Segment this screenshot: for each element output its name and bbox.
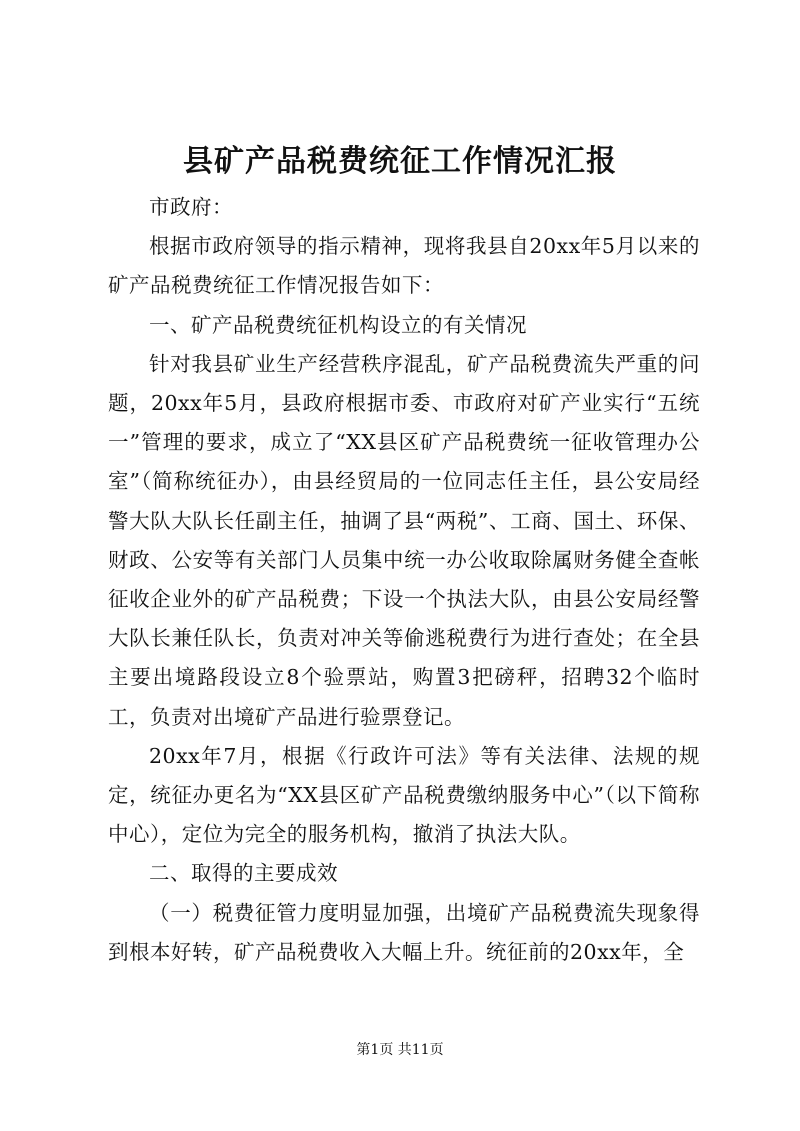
section-heading-1: 一、矿产品税费统征机构设立的有关情况 [149,312,527,337]
document-body [108,188,700,972]
body-paragraph: 20xx年7月，根据《行政许可法》等有关法律、法规的规定，统征办更名为“XX县区矿产品税费缴纳服务中心”（以下简称中心），定位为完全的服务机构，撤消了执法大队。 [108,743,700,847]
document-title: 县矿产品税费统征工作情况汇报 [183,144,617,179]
section-heading-2: 二、取得的主要成效 [149,861,338,886]
intro-paragraph: 根据市政府领导的指示精神，现将我县自20xx年5月以来的矿产品税费统征工作情况报告如下： [108,234,700,298]
page-number-footer: 第1页 共11页 [356,1042,444,1058]
body-paragraph: 针对我县矿业生产经营秩序混乱，矿产品税费流失严重的问题，20xx年5月，县政府根据市委、市政府对矿产业实行“五统一”管理的要求，成立了“XX县区矿产品税费统一征收管理办公室”（简称统征办），由县经贸局的一位同志任主任，县公安局经警大队大队长任副主任，抽调了县“两税”、工商、国土、环保、财政、公安等有关部门人员集中统一办公收取除属财务健全查帐征收企业外的矿产品税费；下设一个执法大队，由县公安局经警大队长兼任队长，负责对冲关等偷逃税费行为进行查处；在全县主要出境路段设立8个验票站，购置3把磅秤，招聘32个临时工，负责对出境矿产品进行验票登记。 [108,351,700,729]
salutation: 市政府： [149,195,233,219]
body-paragraph: （一）税费征管力度明显加强，出境矿产品税费流失现象得到根本好转，矿产品税费收入大幅上升。统征前的20xx年，全 [108,900,700,964]
